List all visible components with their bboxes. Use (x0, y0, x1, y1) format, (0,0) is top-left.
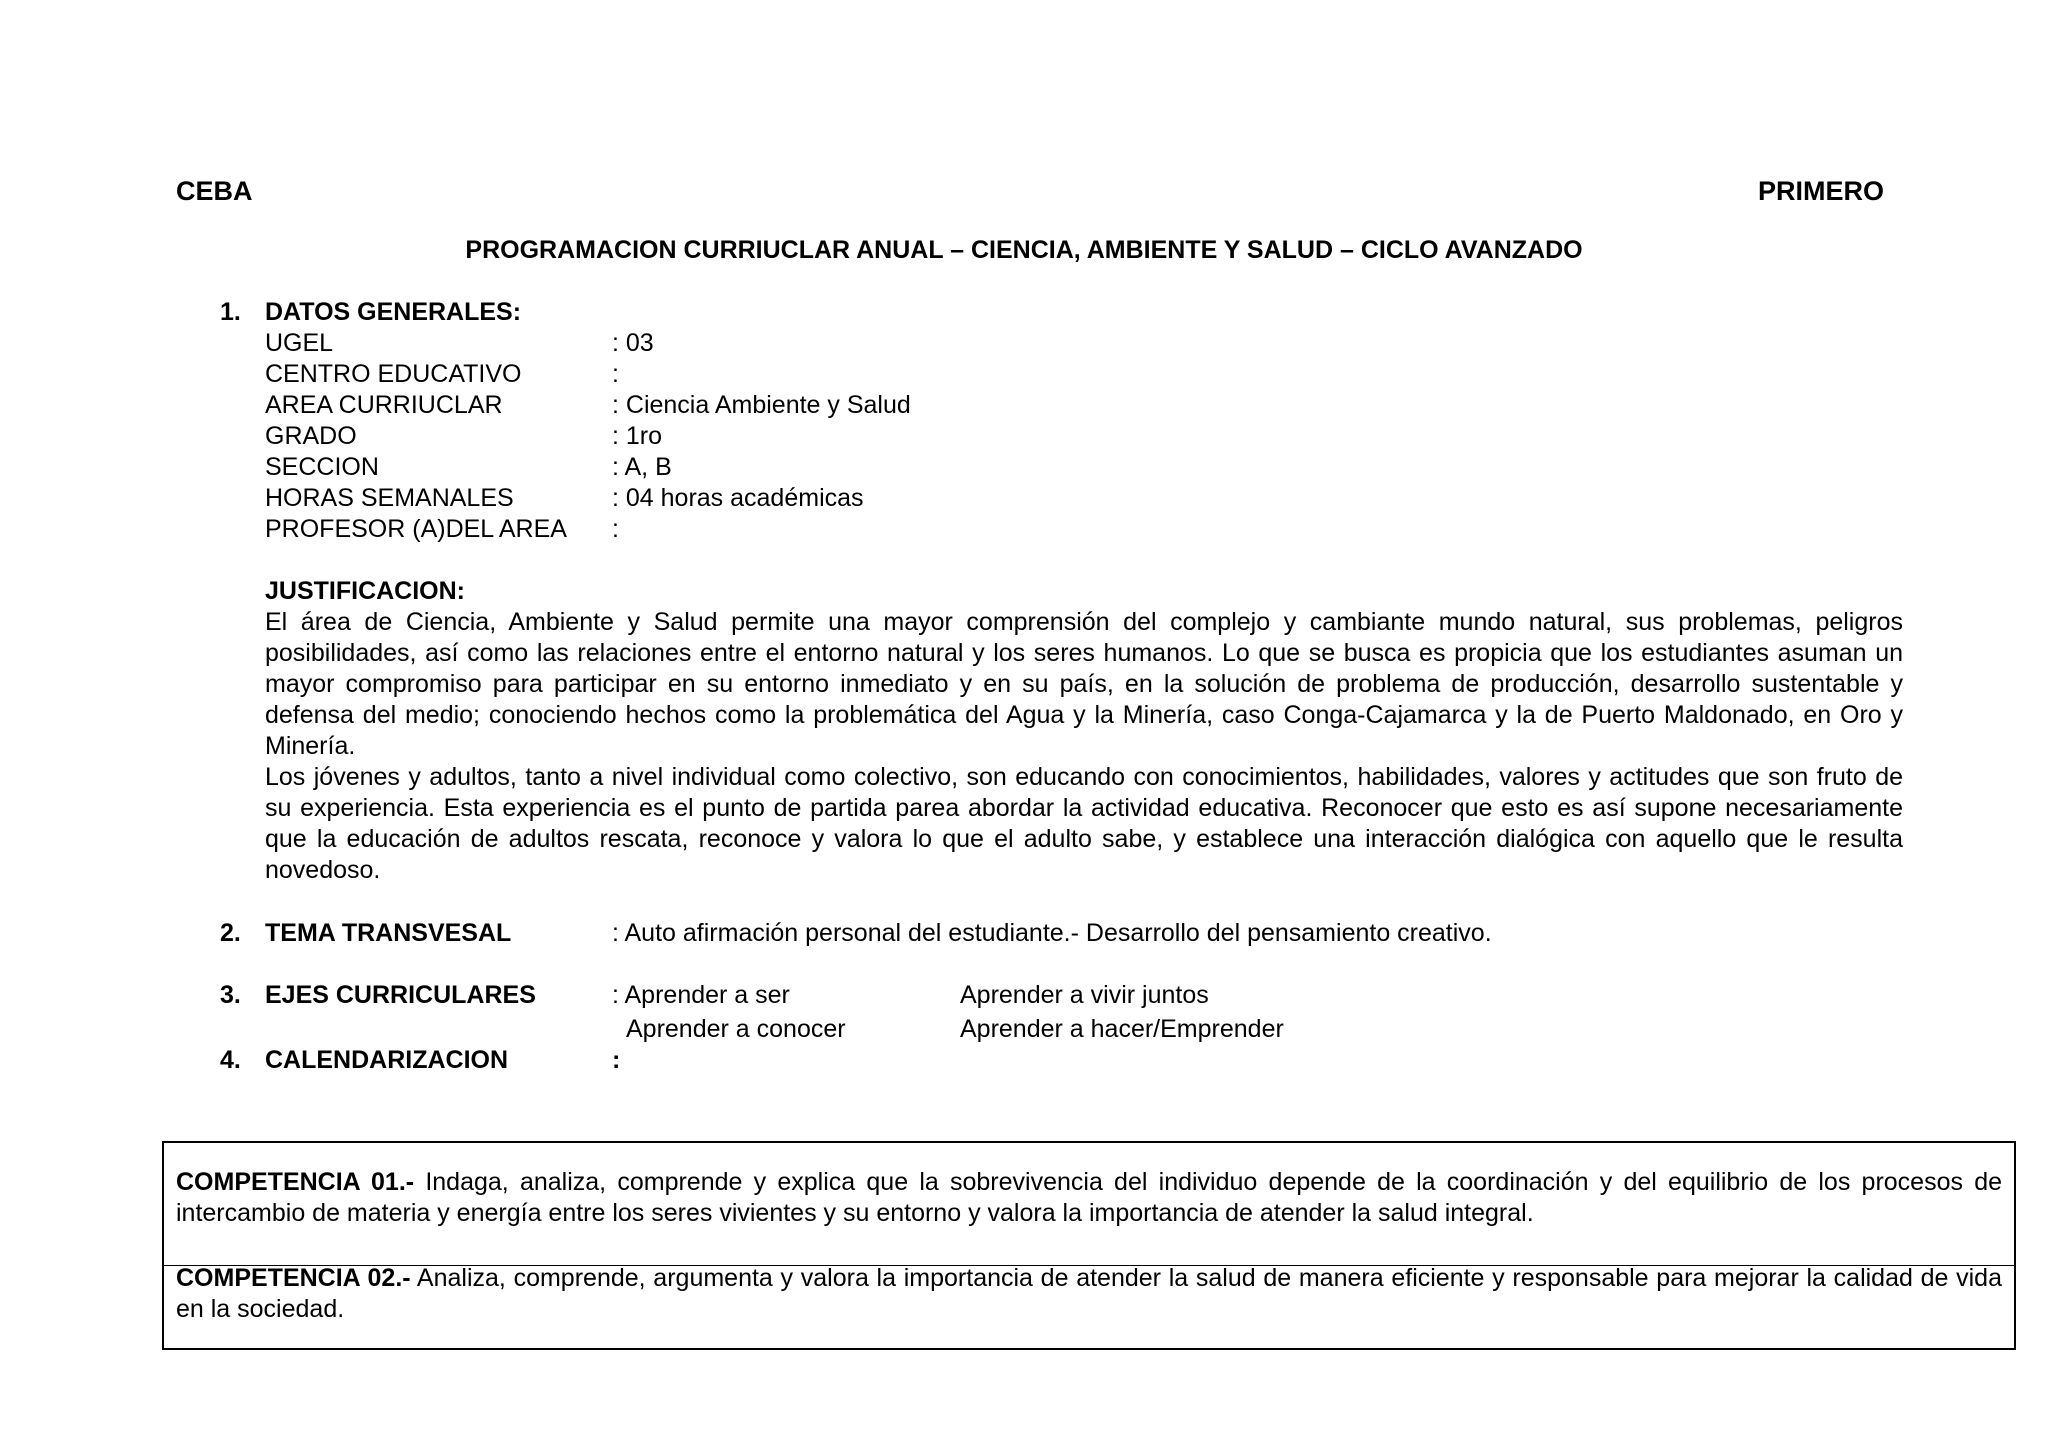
eje-aprender-conocer: Aprender a conocer (626, 1015, 846, 1043)
datos-label: AREA CURRIUCLAR (265, 391, 503, 419)
competencia-cell (176, 1167, 2002, 1229)
datos-row (265, 328, 1165, 359)
datos-label: GRADO (265, 422, 357, 450)
datos-label: CENTRO EDUCATIVO (265, 360, 522, 388)
section-2-number: 2. (220, 919, 241, 947)
competencia-label: COMPETENCIA 01.- (176, 1168, 415, 1196)
justificacion-body (265, 607, 1903, 886)
datos-row (265, 452, 1165, 483)
section-3-number: 3. (220, 981, 241, 1009)
datos-row (265, 421, 1165, 452)
datos-row (265, 359, 1165, 390)
section-3-heading: EJES CURRICULARES (265, 981, 536, 1009)
datos-value: : Ciencia Ambiente y Salud (612, 391, 911, 419)
competencia-text: Analiza, comprende, argumenta y valora la importancia de atender la salud de manera eficiente y responsable para mejorar la calidad de vida en la sociedad. (176, 1264, 2002, 1323)
datos-row (265, 390, 1165, 421)
tema-value: : Auto afirmación personal del estudiante.- Desarrollo del pensamiento creativo. (612, 919, 1492, 947)
header-right-label: PRIMERO (1757, 176, 1884, 206)
competencia-cell (176, 1263, 2002, 1325)
eje-aprender-hacer: Aprender a hacer/Emprender (960, 1015, 1284, 1043)
section-1-number: 1. (220, 298, 241, 326)
competencia-label: COMPETENCIA 02.- (176, 1264, 411, 1292)
justificacion-heading: JUSTIFICACION: (265, 577, 465, 605)
competencia-text: Indaga, analiza, comprende y explica que la sobrevivencia del individuo depende de la coordinación y del equilibrio de los procesos de intercambio de materia y energía entre los seres vivientes y su entorno y valora la importancia de atender la salud integral. (176, 1168, 2003, 1227)
datos-label: SECCION (265, 453, 379, 481)
datos-label: UGEL (265, 329, 334, 357)
datos-generales-list (265, 328, 1165, 545)
header-left-label: CEBA (176, 176, 253, 206)
datos-row (265, 483, 1165, 514)
section-4-number: 4. (220, 1046, 241, 1074)
datos-label: HORAS SEMANALES (265, 484, 514, 512)
datos-row (265, 514, 1165, 545)
datos-value: : 03 (612, 329, 654, 357)
datos-value: : (612, 360, 619, 388)
justificacion-paragraph: El área de Ciencia, Ambiente y Salud permite una mayor comprensión del complejo y cambiante mundo natural, sus problemas, peligros posibilidades, así como las relaciones entre el entorno natural y los seres humanos. Lo que se busca es propicia que los estudiantes asuman un mayor compromiso para participar en su entorno inmediato y en su país, en la solución de problema de producción, desarrollo sustentable y defensa del medio; conociendo hechos como la problemática del Agua y la Minería, caso Conga-Cajamarca y la de Puerto Maldonado, en Oro y Minería. (265, 608, 1903, 760)
section-4-heading: CALENDARIZACION (265, 1046, 509, 1074)
datos-value: : 04 horas académicas (612, 484, 864, 512)
eje-aprender-ser: : Aprender a ser (612, 981, 790, 1009)
eje-aprender-vivir-juntos: Aprender a vivir juntos (960, 981, 1209, 1009)
section-1-heading: DATOS GENERALES: (265, 298, 522, 326)
datos-value: : A, B (612, 453, 672, 481)
datos-value: : (612, 515, 619, 543)
section-2-heading: TEMA TRANSVESAL (265, 919, 512, 947)
document-title: PROGRAMACION CURRIUCLAR ANUAL – CIENCIA, AMBIENTE Y SALUD – CICLO AVANZADO (465, 236, 1583, 264)
datos-value: : 1ro (612, 422, 663, 450)
justificacion-paragraph: Los jóvenes y adultos, tanto a nivel individual como colectivo, son educando con conocimientos, habilidades, valores y actitudes que son fruto de su experiencia. Esta experiencia es el punto de partida parea abordar la actividad educativa. Reconocer que esto es así supone necesariamente que la educación de adultos rescata, reconoce y valora lo que el adulto sabe, y establece una interacción dialógica con aquello que le resulta novedoso. (265, 763, 1903, 884)
competencias-table (162, 1141, 2016, 1350)
calendarizacion-value: : (612, 1046, 621, 1074)
datos-label: PROFESOR (A)DEL AREA (265, 515, 567, 543)
